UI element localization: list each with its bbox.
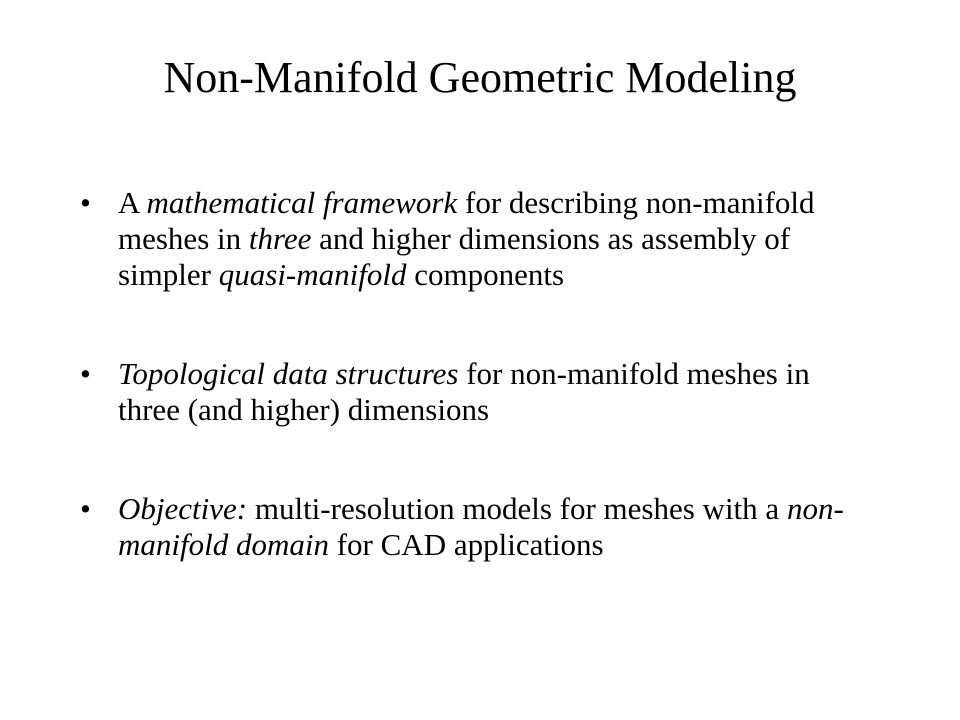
bullet-run: for describing non-manifold meshes in	[118, 185, 815, 256]
slide-title: Non-Manifold Geometric Modeling	[163, 53, 797, 102]
bullet-text	[118, 356, 810, 427]
bullet-item	[80, 491, 860, 563]
bullet-run: multi-resolution models for meshes with a	[247, 491, 787, 526]
bullet-list	[80, 185, 860, 626]
bullet-run-italic: non-manifold domain	[118, 491, 844, 562]
bullet-run-italic: Topological data structures	[118, 356, 459, 391]
bullet-run-italic: Objective:	[118, 491, 248, 526]
bullet-run-italic: three	[248, 221, 312, 256]
bullet-run-italic: quasi-manifold	[218, 257, 407, 292]
bullet-item	[80, 356, 860, 428]
bullet-run: and higher dimensions as assembly of simpler	[118, 221, 791, 292]
bullet-item	[80, 185, 860, 293]
bullet-run: for CAD applications	[328, 527, 604, 562]
bullet-icon: •	[80, 185, 91, 220]
bullet-run: components	[406, 257, 565, 292]
bullet-icon: •	[80, 356, 91, 391]
bullet-run-italic: mathematical framework	[146, 185, 458, 220]
bullet-run: A	[118, 185, 147, 220]
bullet-text	[118, 185, 815, 292]
bullet-icon: •	[80, 491, 91, 526]
bullet-run: for non-manifold meshes in three (and higher) dimensions	[118, 356, 810, 427]
bullet-text	[118, 491, 844, 562]
